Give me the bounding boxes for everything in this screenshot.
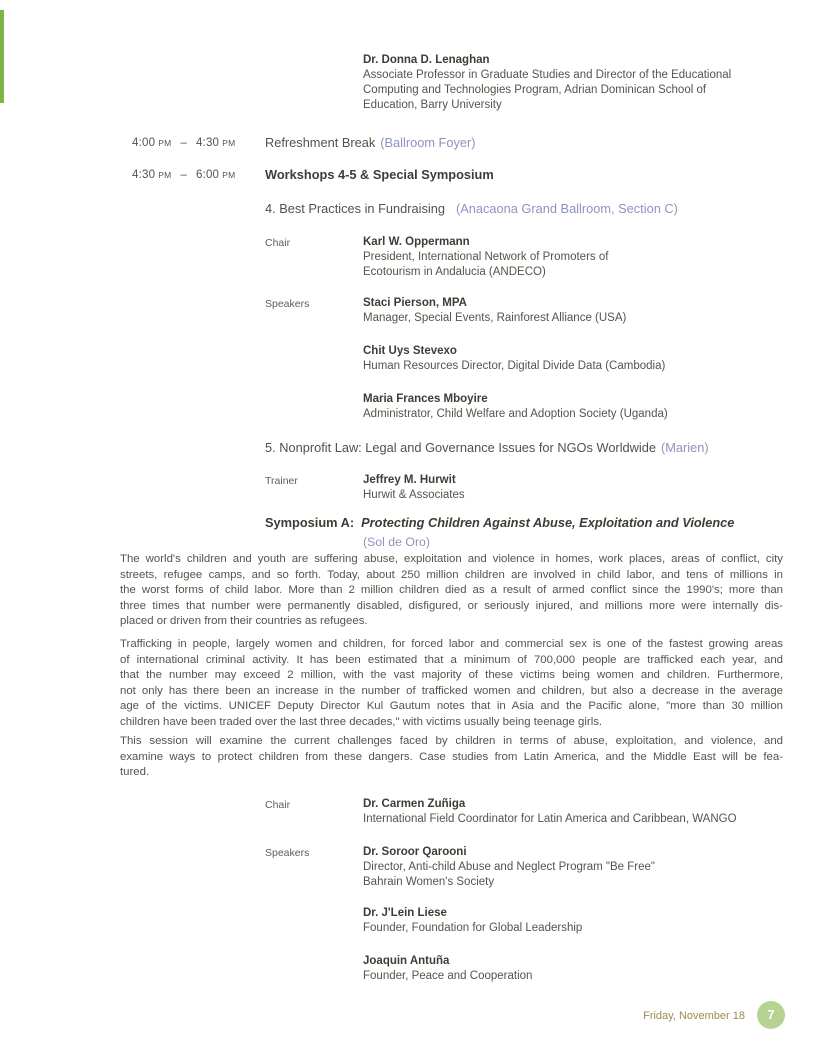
speakers-label: Speakers: [265, 847, 310, 859]
speaker-name: Chit Uys Stevexo: [363, 345, 457, 357]
time-start-period: PM: [158, 170, 172, 180]
speaker-role: International Field Coordinator for Latin America and Caribbean, WANGO: [363, 813, 737, 825]
symposium-title: Protecting Children Against Abuse, Exploitation and Violence: [361, 515, 735, 530]
speaker-entry: [363, 845, 655, 890]
speaker-name: Karl W. Oppermann: [363, 236, 470, 248]
time-start-period: PM: [158, 138, 172, 148]
speaker-role: Founder, Peace and Cooperation: [363, 970, 533, 982]
chair-label: Chair: [265, 799, 291, 811]
session4-title: [265, 201, 678, 216]
speakers-label: Speakers: [265, 298, 310, 310]
paragraph-line: the worst forms of child labor. More than 2 million children died as a result of armed conflict since the 1990's; more than: [120, 584, 783, 596]
time-range: [132, 137, 236, 149]
paragraph-line: placed or driven from their countries as refugees.: [120, 615, 368, 627]
speaker-role: Associate Professor in Graduate Studies and Director of the Educational: [363, 69, 732, 81]
time-end: 4:30: [195, 137, 220, 149]
speaker-entry: [363, 296, 626, 326]
session5-title: [265, 440, 709, 455]
time-range: [132, 169, 236, 181]
schedule-row-title: [265, 167, 494, 182]
speaker-role: Manager, Special Events, Rainforest Alliance (USA): [363, 312, 627, 324]
schedule-row-title: [265, 135, 476, 150]
chair-entry: [363, 797, 737, 827]
symposium-heading: [265, 514, 734, 549]
trainer-entry: [363, 473, 465, 503]
speaker-role: Administrator, Child Welfare and Adoption Society (Uganda): [363, 408, 668, 420]
schedule-title-text: Workshops 4-5 & Special Symposium: [265, 167, 494, 182]
symposium-location: (Sol de Oro): [363, 535, 430, 549]
speaker-entry: [363, 906, 582, 936]
paragraph-line: that the number may exceed 2 million, with the vast majority of these victims being women and children. Furthermore,: [120, 669, 783, 681]
footer-date: Friday, November 18: [643, 1010, 745, 1022]
speaker-name: Dr. J'Lein Liese: [363, 907, 447, 919]
speaker-role: President, International Network of Promoters of: [363, 251, 609, 263]
speaker-role: Bahrain Women's Society: [363, 876, 495, 888]
speaker-entry: [363, 344, 665, 374]
speaker-name: Dr. Carmen Zuñiga: [363, 798, 466, 810]
speaker-entry: [363, 954, 532, 984]
session-title-text: 5. Nonprofit Law: Legal and Governance Issues for NGOs Worldwide: [265, 440, 656, 455]
trainer-label: Trainer: [265, 475, 298, 487]
speaker-role: Human Resources Director, Digital Divide Data (Cambodia): [363, 360, 666, 372]
time-start: 4:30: [132, 169, 156, 181]
speaker-entry-lenaghan: [363, 53, 731, 113]
speaker-name: Jeffrey M. Hurwit: [363, 474, 456, 486]
symposium-paragraph-3: [120, 734, 783, 781]
paragraph-line: children have been traded over the last three decades," with victims usually being teenage girls.: [120, 715, 603, 728]
speaker-name: Dr. Soroor Qarooni: [363, 846, 467, 858]
symposium-paragraph-1: [120, 552, 783, 630]
speaker-role: Ecotourism in Andalucia (ANDECO): [363, 266, 546, 278]
symposium-paragraph-2: [120, 637, 783, 730]
time-separator: –: [180, 169, 187, 181]
time-end-period: PM: [222, 138, 236, 148]
schedule-title-text: Refreshment Break: [265, 135, 376, 150]
speaker-name: Staci Pierson, MPA: [363, 297, 467, 309]
time-separator: –: [180, 137, 187, 149]
session-location: (Marien): [660, 440, 709, 455]
paragraph-line: tured.: [120, 766, 150, 778]
paragraph-line: three times that number were permanently disabled, disfigured, or seriously injured, and millions more were internally dis-: [120, 599, 783, 612]
session-location: (Anacaona Grand Ballroom, Section C): [455, 201, 678, 216]
schedule-location: (Ballroom Foyer): [380, 135, 476, 150]
paragraph-line: streets, refugee camps, and so forth. Today, about 250 million children are involved in child labor, and tens of millions in: [120, 568, 783, 581]
speaker-name: Dr. Donna D. Lenaghan: [363, 54, 490, 66]
page-number-badge: [757, 1001, 785, 1029]
paragraph-line: examine ways to protect children from these dangers. Case studies from Latin America, and the Middle East will be fea-: [120, 750, 783, 763]
paragraph-line: of international criminal activity. It has been estimated that a minimum of 700,000 people are trafficked each year, and: [120, 653, 783, 666]
speaker-name: Joaquin Antuña: [363, 955, 450, 967]
speaker-role: Education, Barry University: [363, 99, 502, 111]
speaker-role: Director, Anti-child Abuse and Neglect Program "Be Free": [363, 861, 655, 873]
accent-bar: [0, 10, 4, 103]
time-end: 6:00: [195, 169, 220, 181]
time-end-period: PM: [222, 170, 236, 180]
speaker-name: Maria Frances Mboyire: [363, 393, 488, 405]
chair-label: Chair: [265, 237, 291, 249]
speaker-role: Computing and Technologies Program, Adrian Dominican School of: [363, 84, 707, 96]
speaker-entry: [363, 392, 668, 422]
paragraph-line: The world's children and youth are suffering abuse, exploitation and violence in homes, work places, areas of conflict, city: [120, 553, 783, 565]
chair-entry: [363, 235, 608, 280]
paragraph-line: not only has there been an increase in the number of trafficked women and children, but also a decrease in the average: [120, 684, 783, 697]
paragraph-line: This session will examine the current challenges faced by children in terms of abuse, exploitation, and violence, and: [120, 735, 783, 747]
page-number: 7: [767, 1008, 775, 1022]
speaker-role: Hurwit & Associates: [363, 489, 465, 501]
paragraph-line: Trafficking in people, largely women and children, for forced labor and commercial sex is one of the fastest growing areas: [120, 638, 783, 650]
speaker-role: Founder, Foundation for Global Leadership: [363, 922, 583, 934]
time-start: 4:00: [132, 137, 156, 149]
paragraph-line: age of the victims. UNICEF Deputy Director Kul Gautum notes that in Asia and the Pacific alone, "more than 30 million: [120, 700, 783, 712]
session-title-text: 4. Best Practices in Fundraising: [265, 201, 445, 216]
symposium-label: Symposium A:: [265, 515, 355, 530]
